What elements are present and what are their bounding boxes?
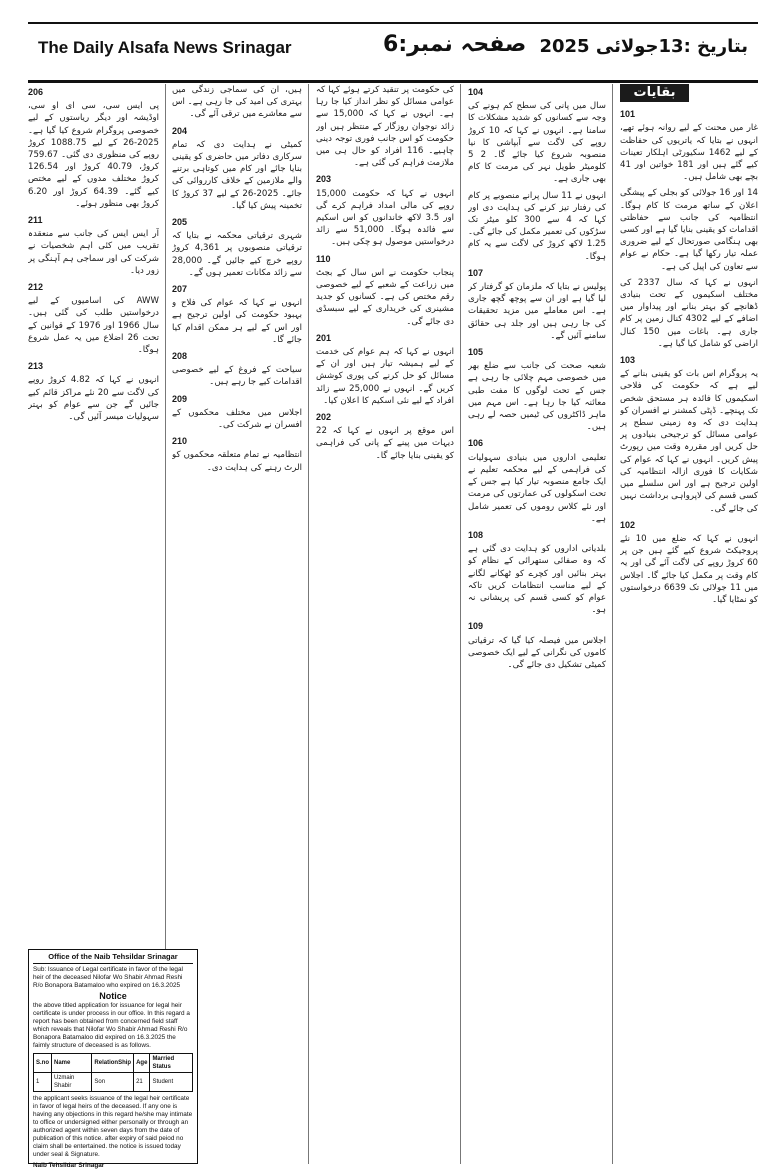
article-paragraph: انہوں نے کہا کہ ہم عوام کی خدمت کے لیے ہمیشہ تیار ہیں اور ان کے مسائل کو حل کرنے کی پوری کوشش کریں گے۔ انہوں نے 25,000 سے زائد افراد کے لیے نئی اسکیم کا اعلان کیا۔ — [316, 347, 454, 406]
notice-subject: Sub: Issuance of Legal certificate in favor of the legal heir of the deceased Nilofar Wo Shabir Ahmad Reshi R/o Bonapora Batamaloo who expired on 16.3.2025 — [33, 966, 183, 989]
article-number: 206 — [28, 87, 44, 97]
article-number: 106 — [468, 438, 484, 449]
notice-footer: the applicant seeks issuance of the legal heir certificate in favor of legal heirs of the deceased. If any one is having any objections in this regard he/she may intimate to office or undersigned either personally or through an authorized agent within seven days from the date of publication of this notice. after expiry of said peiod no claim shall be entertained. the notice is issued today under seal & Signature. — [33, 1095, 193, 1158]
table-cell: Uzmain Shabir — [52, 1073, 92, 1092]
article-paragraph: 14 اور 16 جولائی کو بجلی کے پیشگی اعلان کے ساتھ مرمت کا کام ہوگا۔ انتظامیہ کی جانب سے حفاظتی اقدامات کو یقینی بنایا گیا ہے اور کسی بھی ہنگامی صورتحال کے لیے ضروری عملہ تیار رکھا گیا ہے۔ حکام نے عوام سے تعاون کی اپیل کی ہے۔ — [620, 188, 758, 272]
article-number: 201 — [316, 332, 332, 343]
table-header: Name — [52, 1054, 92, 1073]
article-number: 203 — [316, 174, 332, 185]
section-heading: بقایات — [620, 84, 689, 102]
article-paragraph: پولیس نے بتایا کہ ملزمان کو گرفتار کر لیا گیا ہے اور ان سے پوچھ گچھ جاری ہے۔ اس معاملے میں مزید تحقیقات کی جا رہی ہیں اور جلد ہی حقائق سامنے آئیں گے۔ — [468, 282, 606, 341]
article-number: 204 — [172, 125, 188, 136]
table-cell: 21 — [134, 1073, 150, 1092]
newspaper-page — [18, 14, 758, 1169]
article-number: 211 — [28, 215, 43, 226]
article-number: 213 — [28, 361, 44, 372]
article-number: 102 — [620, 519, 636, 530]
article-number: 207 — [172, 284, 188, 295]
article-paragraph: انہوں نے 11 سال پرانے منصوبے پر کام کی رفتار تیز کرنے کی ہدایت دی اور کہا کہ 4 سے 300 کلو میٹر تک سڑکوں کی تعمیر مکمل کی جائے گی۔ 1.25 لاکھ کروڑ کی لاگت سے یہ کام ہوگا۔ — [468, 190, 606, 262]
article-paragraph: انہوں نے کہا کہ عوام کی فلاح و بہبود حکومت کی اولین ترجیح ہے اور اس کے لیے ہر ممکن اقدام کیا جائے گا۔ — [172, 298, 302, 345]
article-paragraph: انہوں نے کہا کہ سال 2337 کی مختلف اسکیموں کے تحت بنیادی ڈھانچے کو بہتر بنانے اور پیداوار میں اضافے کے لیے 4302 کنال زمین پر کام جاری ہے۔ باغات میں 150 کنال اراضی کو شامل کیا گیا ہے۔ — [620, 277, 758, 349]
article-number: 104 — [468, 87, 484, 97]
article-paragraph: پنجاب حکومت نے اس سال کے بجٹ میں زراعت کے شعبے کے لیے خصوصی رقم مختص کی ہے۔ کسانوں کو جدید مشینری کی خریداری کے لیے سبسڈی دی جائے گی۔ — [316, 267, 454, 327]
article-paragraph: انہوں نے کہا کہ حکومت 15,000 روپے کی مالی امداد فراہم کرے گی اور 3.5 لاکھ خاندانوں کو اس اسکیم سے فائدہ ہوگا۔ 51,000 سے زائد درخواستیں موصول ہو چکی ہیں۔ — [316, 188, 454, 248]
column-3 — [316, 84, 454, 1164]
article-paragraph: سال میں پانی کی سطح کم ہونے کی وجہ سے کسانوں کو شدید مشکلات کا سامنا ہے۔ انہوں نے کہا کہ 10 کروڑ روپے کی لاگت سے آبپاشی کا نیا منصوبہ شروع کیا جائے گا۔ 2 5 کلومیٹر طویل نہر کی مرمت کا کام بھی جاری ہے۔ — [468, 101, 606, 185]
article-paragraph: کمیٹی نے ہدایت دی کہ تمام سرکاری دفاتر میں حاضری کو یقینی بنایا جائے اور کام میں کوتاہی برتنے والے ملازمین کے خلاف کارروائی کی جائے۔ 2025-26 کے لیے 37 کروڑ کا تخمینہ پیش کیا گیا۔ — [172, 139, 302, 211]
article-paragraph: انہوں نے کہا کہ 4.82 کروڑ روپے کی لاگت سے 20 نئے مراکز قائم کیے جائیں گے جن سے عوام کو بہتر سہولیات میسر آئیں گی۔ — [28, 375, 159, 423]
column-divider — [308, 84, 309, 1164]
notice-signature: Naib Tehsildar Srinagar — [33, 1162, 105, 1169]
article-number: 109 — [468, 621, 484, 632]
table-row — [34, 1073, 193, 1092]
article-number: 103 — [620, 355, 636, 366]
article-number: 105 — [468, 347, 484, 358]
article-number: 212 — [28, 282, 44, 293]
article-number: 210 — [172, 436, 188, 447]
article-paragraph: یہ پروگرام اس بات کو یقینی بنانے کے لیے ہے کہ حکومت کی فلاحی اسکیموں کا فائدہ ہر مستحق شخص تک پہنچے۔ ڈپٹی کمشنر نے افسران کو ہدایت دی کہ وہ زمینی سطح پر عوامی مسائل کو ترجیحی بنیادوں پر حل کریں اور مقررہ وقت میں رپورٹ پیش کریں۔ انہوں نے کہا کہ عوام کی شکایات کا فوری ازالہ انتظامیہ کی اولین ترجیح ہے اور اس سلسلے میں کسی قسم کی لاپرواہی برداشت نہیں کی جائے گی۔ — [620, 369, 758, 514]
page-number: صفحہ نمبر:6 — [383, 32, 527, 57]
column-2 — [468, 84, 606, 1164]
column-divider — [612, 84, 613, 1164]
article-number: 209 — [172, 393, 188, 404]
article-paragraph: سیاحت کے فروغ کے لیے خصوصی اقدامات کیے جا رہے ہیں۔ — [172, 365, 302, 388]
article-paragraph: شعبہ صحت کی جانب سے ضلع بھر میں خصوصی مہم چلائی جا رہی ہے جس کے تحت لوگوں کا مفت طبی معائنہ کیا جا رہا ہے۔ اس مہم میں ماہر ڈاکٹروں کی ٹیمیں حصہ لے رہی ہیں۔ — [468, 361, 606, 433]
notice-body: the above titled application for issuance for legal heir certificate is under process in our office. In this regard a report has been obtained from concerned field staff which reveals that Nilofar Wo Shabir Ahmad Reshi R/o Bonapora Batamaloo did expired on 16.3.2025 the faimly structure of deceased is as follows. — [33, 1002, 190, 1049]
article-number: 108 — [468, 529, 484, 540]
table-cell: 1 — [34, 1073, 52, 1092]
article-paragraph: اس موقع پر انہوں نے کہا کہ 22 دیہات میں پینے کے پانی کی فراہمی کو یقینی بنایا جائے گا۔ — [316, 426, 454, 461]
article-paragraph: تعلیمی اداروں میں بنیادی سہولیات کی فراہمی کے لیے محکمہ تعلیم نے ایک جامع منصوبہ تیار کیا ہے جس کے تحت اسکولوں کی عمارتوں کی مرمت اور نئے کلاس روموں کی تعمیر شامل ہے۔ — [468, 452, 606, 524]
article-columns — [28, 84, 758, 1169]
article-paragraph: AWW کی اسامیوں کے لیے درخواستیں طلب کی گئی ہیں۔ سال 1966 اور 1976 کے قوانین کے تحت 26 اضلاع میں یہ عمل شروع ہوگا۔ — [28, 296, 159, 356]
masthead — [28, 22, 758, 83]
column-divider — [460, 84, 461, 1164]
article-paragraph: اجلاس میں مختلف محکموں کے افسران نے شرکت کی۔ — [172, 407, 302, 431]
heirs-table — [33, 1053, 193, 1092]
article-paragraph: کی حکومت پر تنقید کرتے ہوئے کہا کہ عوامی مسائل کو نظر انداز کیا جا رہا ہے۔ انہوں نے کہا کہ 15,000 سے زائد نوجوان روزگار کے منتظر ہیں اور حکومت کو اس جانب فوری توجہ دینی چاہیے۔ 116 افراد کو حال ہی میں ملازمت فراہم کی گئی ہے۔ — [316, 85, 454, 169]
article-paragraph: بلدیاتی اداروں کو ہدایت دی گئی ہے کہ وہ صفائی ستھرائی کے نظام کو بہتر بنائیں اور کچرے کو ٹھکانے لگانے کے لیے مناسب انتظامات کریں تاکہ عوام کو کسی قسم کی پریشانی نہ ہو۔ — [468, 544, 606, 616]
article-paragraph: انہوں نے کہا کہ ضلع میں 10 نئے پروجیکٹ شروع کیے گئے ہیں جن پر 60 کروڑ روپے کی لاگت آئے گی اور یہ کام وقت پر مکمل کیا جائے گا۔ اجلاس میں 11 جولائی تک 6639 درخواستوں کو نمٹایا گیا۔ — [620, 533, 758, 605]
article-number: 101 — [620, 109, 636, 120]
article-paragraph: انتظامیہ نے تمام متعلقہ محکموں کو الرٹ رہنے کی ہدایت دی۔ — [172, 450, 302, 473]
article-paragraph: ہیں، ان کی سماجی زندگی میں بہتری کی امید کی جا رہی ہے۔ اس سے معاشرے میں ترقی آئے گی۔ — [172, 85, 302, 120]
article-number: 205 — [172, 217, 188, 228]
table-cell: Student — [150, 1073, 193, 1092]
table-header: Age — [134, 1054, 150, 1073]
table-cell: Son — [92, 1073, 134, 1092]
table-header: Married Status — [150, 1054, 193, 1073]
notice-title: Notice — [99, 991, 127, 1001]
article-paragraph: شہری ترقیاتی محکمہ نے بتایا کہ ترقیاتی منصوبوں پر 4,361 کروڑ روپے خرچ کیے جائیں گے۔ 28,000 سے زائد مکانات تعمیر ہوں گے۔ — [172, 231, 302, 278]
article-number: 110 — [316, 253, 331, 264]
article-paragraph: غار میں محنت کے لیے روانہ ہوئے تھے، انہوں نے بتایا کہ یاتریوں کی حفاظت کے لیے 1462 سکیورٹی اہلکار تعینات کیے گئے ہیں اور 181 خواتین اور 41 بچے بھی شامل ہیں۔ — [620, 123, 758, 183]
issue-date: بتاریخ :13جولائی 2025 — [539, 36, 748, 57]
paper-title: The Daily Alsafa News Srinagar — [38, 38, 292, 57]
article-paragraph: آر ایس ایس کی جانب سے منعقدہ تقریب میں کئی اہم شخصیات نے شرکت کی اور سماجی ہم آہنگی پر زور دیا۔ — [28, 229, 159, 276]
article-paragraph: اجلاس میں فیصلہ کیا گیا کہ ترقیاتی کاموں کی نگرانی کے لیے ایک خصوصی کمیٹی تشکیل دی جائے گی۔ — [468, 635, 606, 670]
article-paragraph: پی ایس سی، سی ای او سی، اوڈیشہ اور دیگر ریاستوں کے لیے خصوصی پروگرام شروع کیا گیا ہے۔ 2025-26 کے لیے 1088.75 کروڑ روپے کی منظوری دی گئی۔ 759.67 کروڑ، 40.79 کروڑ اور 126.54 کروڑ مختلف مدوں کے لیے مختص کیے گئے۔ 64.39 کروڑ اور 6.20 کروڑ بھی منظور ہوئے۔ — [28, 101, 159, 209]
table-header: RelationShip — [92, 1054, 134, 1073]
table-header: S.no — [34, 1054, 52, 1073]
article-number: 202 — [316, 412, 332, 423]
top-rule — [28, 22, 758, 24]
article-number: 107 — [468, 267, 484, 278]
legal-notice — [28, 949, 198, 1169]
column-1 — [620, 84, 758, 1164]
article-number: 208 — [172, 351, 188, 362]
notice-office: Office of the Naib Tehsildar Srinagar — [33, 953, 193, 964]
